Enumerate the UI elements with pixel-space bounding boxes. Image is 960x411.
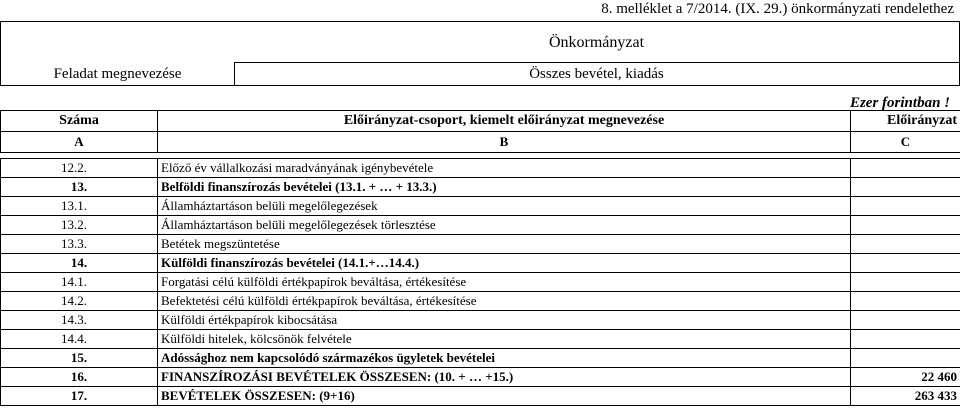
row-number: 14. [1,254,158,273]
table-row [1,235,960,254]
row-value [851,216,960,235]
row-value [851,292,960,311]
row-value [851,178,960,197]
table-row [1,292,960,311]
annex-note: 8. melléklet a 7/2014. (IX. 29.) önkormányzati rendelethez [601,1,954,17]
column-header-row [1,111,960,132]
table-row [1,387,960,406]
row-name: Belföldi finanszírozás bevételei (13.1. + … + 13.3.) [158,178,851,197]
org-title: Önkormányzat [548,34,645,51]
row-value [851,349,960,368]
row-name: Adóssághoz nem kapcsolódó származékos ügyletek bevételei [158,349,851,368]
table-row [1,368,960,387]
col-letter-c: C [851,132,960,153]
row-value [851,330,960,349]
row-number: 13.1. [1,197,158,216]
unit-note: Ezer forintban ! [849,95,950,111]
row-number: 13.2. [1,216,158,235]
row-number: 14.2. [1,292,158,311]
document-header [0,21,960,86]
row-value: 22 460 [851,368,960,387]
row-number: 17. [1,387,158,406]
row-number: 16. [1,368,158,387]
column-letter-row [1,132,960,153]
row-number: 12.2. [1,159,158,178]
row-value [851,254,960,273]
table-row [1,216,960,235]
col-appropriation-header: Előirányzat [851,111,960,132]
budget-table [0,110,960,406]
row-name: Külföldi finanszírozás bevételei (14.1.+…14.4.) [158,254,851,273]
col-name-header: Előirányzat-csoport, kiemelt előirányzat megnevezése [158,111,851,132]
table-row [1,197,960,216]
col-letter-b: B [158,132,851,153]
row-value [851,273,960,292]
row-name: BEVÉTELEK ÖSSZESEN: (9+16) [158,387,851,406]
row-name: Befektetési célú külföldi értékpapírok beváltása, értékesítése [158,292,851,311]
row-name: Államháztartáson belüli megelőlegezések törlesztése [158,216,851,235]
table-row [1,254,960,273]
col-letter-a: A [1,132,158,153]
row-name: Külföldi értékpapírok kibocsátása [158,311,851,330]
row-value: 263 433 [851,387,960,406]
row-value [851,159,960,178]
table-row [1,349,960,368]
table-row [1,273,960,292]
table-row [1,311,960,330]
row-value [851,311,960,330]
row-number: 13.3. [1,235,158,254]
row-name: Betétek megszüntetése [158,235,851,254]
row-number: 13. [1,178,158,197]
row-name: Külföldi hitelek, kölcsönök felvétele [158,330,851,349]
row-value [851,197,960,216]
table-row [1,159,960,178]
row-name: Államháztartáson belüli megelőlegezések [158,197,851,216]
row-number: 14.1. [1,273,158,292]
table-row [1,178,960,197]
row-name: Előző év vállalkozási maradványának igénybevétele [158,159,851,178]
row-number: 15. [1,349,158,368]
row-name: FINANSZÍROZÁSI BEVÉTELEK ÖSSZESEN: (10. + … +15.) [158,368,851,387]
row-name: Forgatási célú külföldi értékpapírok beváltása, értékesítése [158,273,851,292]
table-row [1,330,960,349]
row-number: 14.4. [1,330,158,349]
task-label: Feladat megnevezése [53,66,182,82]
row-value [851,235,960,254]
col-number-header: Száma [1,111,158,132]
scope-label: Összes bevétel, kiadás [529,66,664,82]
row-number: 14.3. [1,311,158,330]
